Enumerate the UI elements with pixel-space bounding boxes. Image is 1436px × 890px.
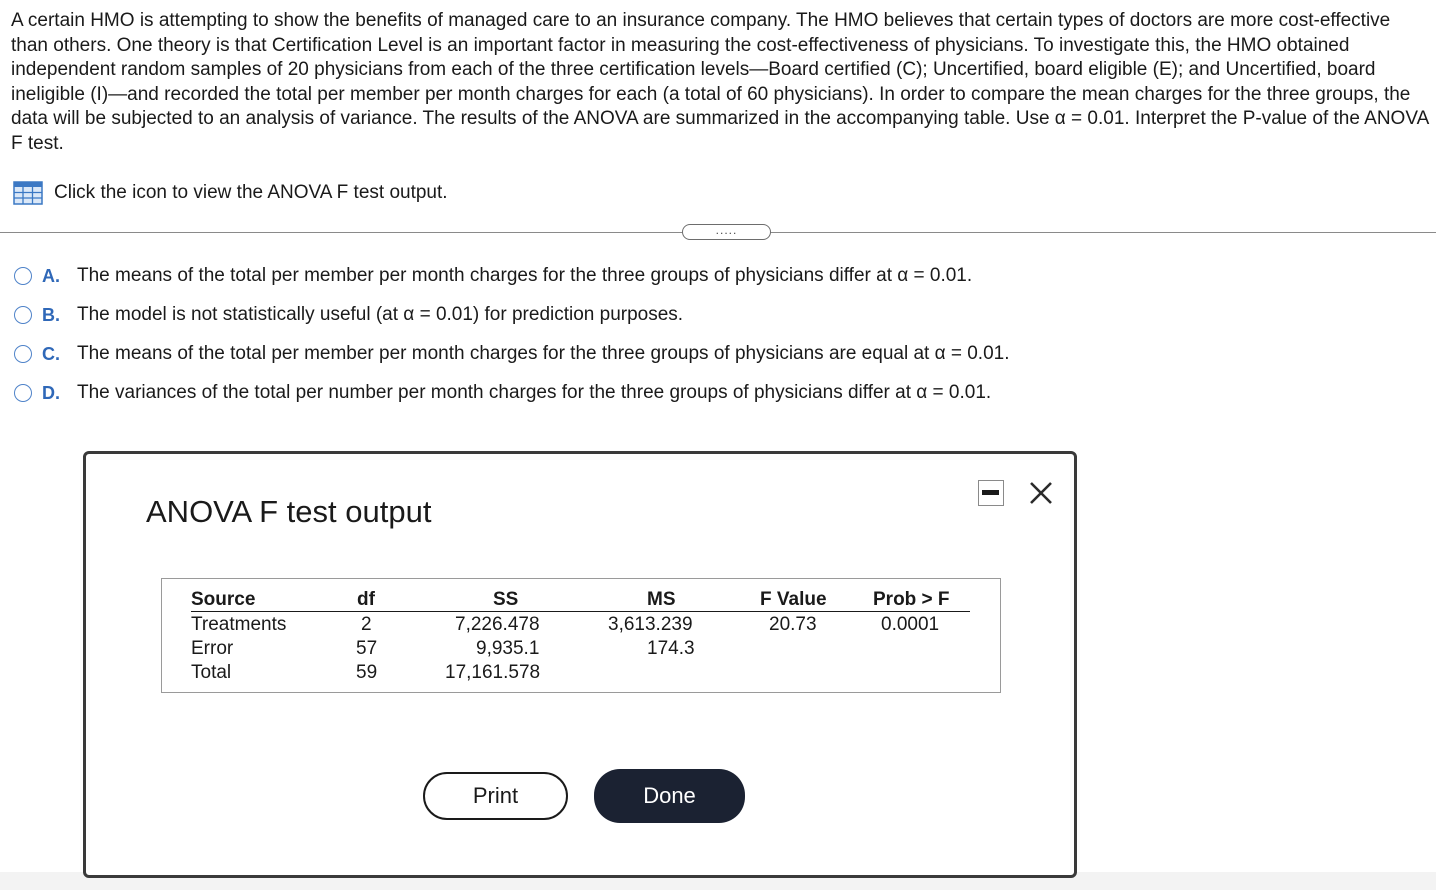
header-rule — [191, 611, 970, 612]
table-grid-icon[interactable] — [13, 181, 43, 205]
minimize-button[interactable] — [978, 480, 1004, 506]
ellipsis-icon: ..... — [715, 223, 738, 237]
option-c[interactable] — [14, 342, 1009, 366]
row-error-ss: 9,935.1 — [476, 638, 540, 659]
header-df: df — [357, 589, 375, 610]
row-treatments-ss: 7,226.478 — [455, 614, 540, 635]
option-b-letter: B. — [42, 304, 60, 325]
option-c-text: The means of the total per member per month charges for the three groups of physicians are equal at α = 0.01. — [77, 343, 1010, 364]
option-d[interactable] — [14, 381, 991, 405]
dialog-title: ANOVA F test output — [146, 494, 432, 529]
option-d-text: The variances of the total per number per month charges for the three groups of physicians differ at α = 0.01. — [77, 382, 992, 403]
view-output-label[interactable]: Click the icon to view the ANOVA F test output. — [54, 182, 448, 203]
row-error-ms: 174.3 — [647, 638, 695, 659]
radio-option-b[interactable] — [14, 306, 32, 324]
anova-output-dialog — [83, 451, 1077, 878]
option-a-letter: A. — [42, 265, 60, 286]
row-total-df: 59 — [356, 662, 378, 683]
radio-option-a[interactable] — [14, 267, 32, 285]
row-treatments-df: 2 — [361, 614, 372, 635]
header-ms: MS — [647, 589, 676, 610]
close-icon — [1026, 478, 1056, 508]
row-treatments-source: Treatments — [191, 614, 287, 635]
question-text: A certain HMO is attempting to show the benefits of managed care to an insurance company. The HMO believes that certain types of doctors are more cost-effective than others. One theory is that Certification Level is an important factor in measuring the cost-effectiveness of physicians. To investigate this, the HMO obtained independent random samples of 20 physicians from each of the three certification levels—Board certified (C); Uncertified, board eligible (E); and Uncertified, board ineligible (I)—and recorded the total per member per month charges for each (a total of 60 physicians). In order to compare the mean charges for the three groups, the data will be subjected to an analysis of variance. The results of the ANOVA are summarized in the accompanying table. Use α = 0.01. Interpret the P-value of the ANOVA F test. — [11, 10, 1429, 154]
row-treatments-prob: 0.0001 — [881, 614, 940, 635]
option-a-text: The means of the total per member per month charges for the three groups of physicians differ at α = 0.01. — [77, 265, 973, 286]
radio-option-c[interactable] — [14, 345, 32, 363]
header-source: Source — [191, 589, 256, 610]
close-button[interactable] — [1026, 478, 1056, 508]
done-button[interactable]: Done — [594, 769, 745, 823]
option-a[interactable] — [14, 264, 972, 288]
header-prob: Prob > F — [873, 589, 950, 610]
minimize-icon — [982, 490, 999, 495]
row-error-source: Error — [191, 638, 234, 659]
header-f-value: F Value — [760, 589, 827, 610]
row-treatments-ms: 3,613.239 — [608, 614, 693, 635]
radio-option-d[interactable] — [14, 384, 32, 402]
anova-table — [161, 578, 1001, 693]
row-total-source: Total — [191, 662, 232, 683]
option-b[interactable] — [14, 303, 683, 327]
view-anova-output-link[interactable] — [13, 181, 448, 205]
option-b-text: The model is not statistically useful (at α = 0.01) for prediction purposes. — [77, 304, 684, 325]
row-error-df: 57 — [356, 638, 378, 659]
row-treatments-f: 20.73 — [769, 614, 817, 635]
expand-collapse-button[interactable] — [682, 224, 771, 240]
option-c-letter: C. — [42, 343, 60, 364]
header-ss: SS — [493, 589, 519, 610]
option-d-letter: D. — [42, 382, 60, 403]
row-total-ss: 17,161.578 — [445, 662, 541, 683]
print-button[interactable]: Print — [423, 772, 568, 820]
